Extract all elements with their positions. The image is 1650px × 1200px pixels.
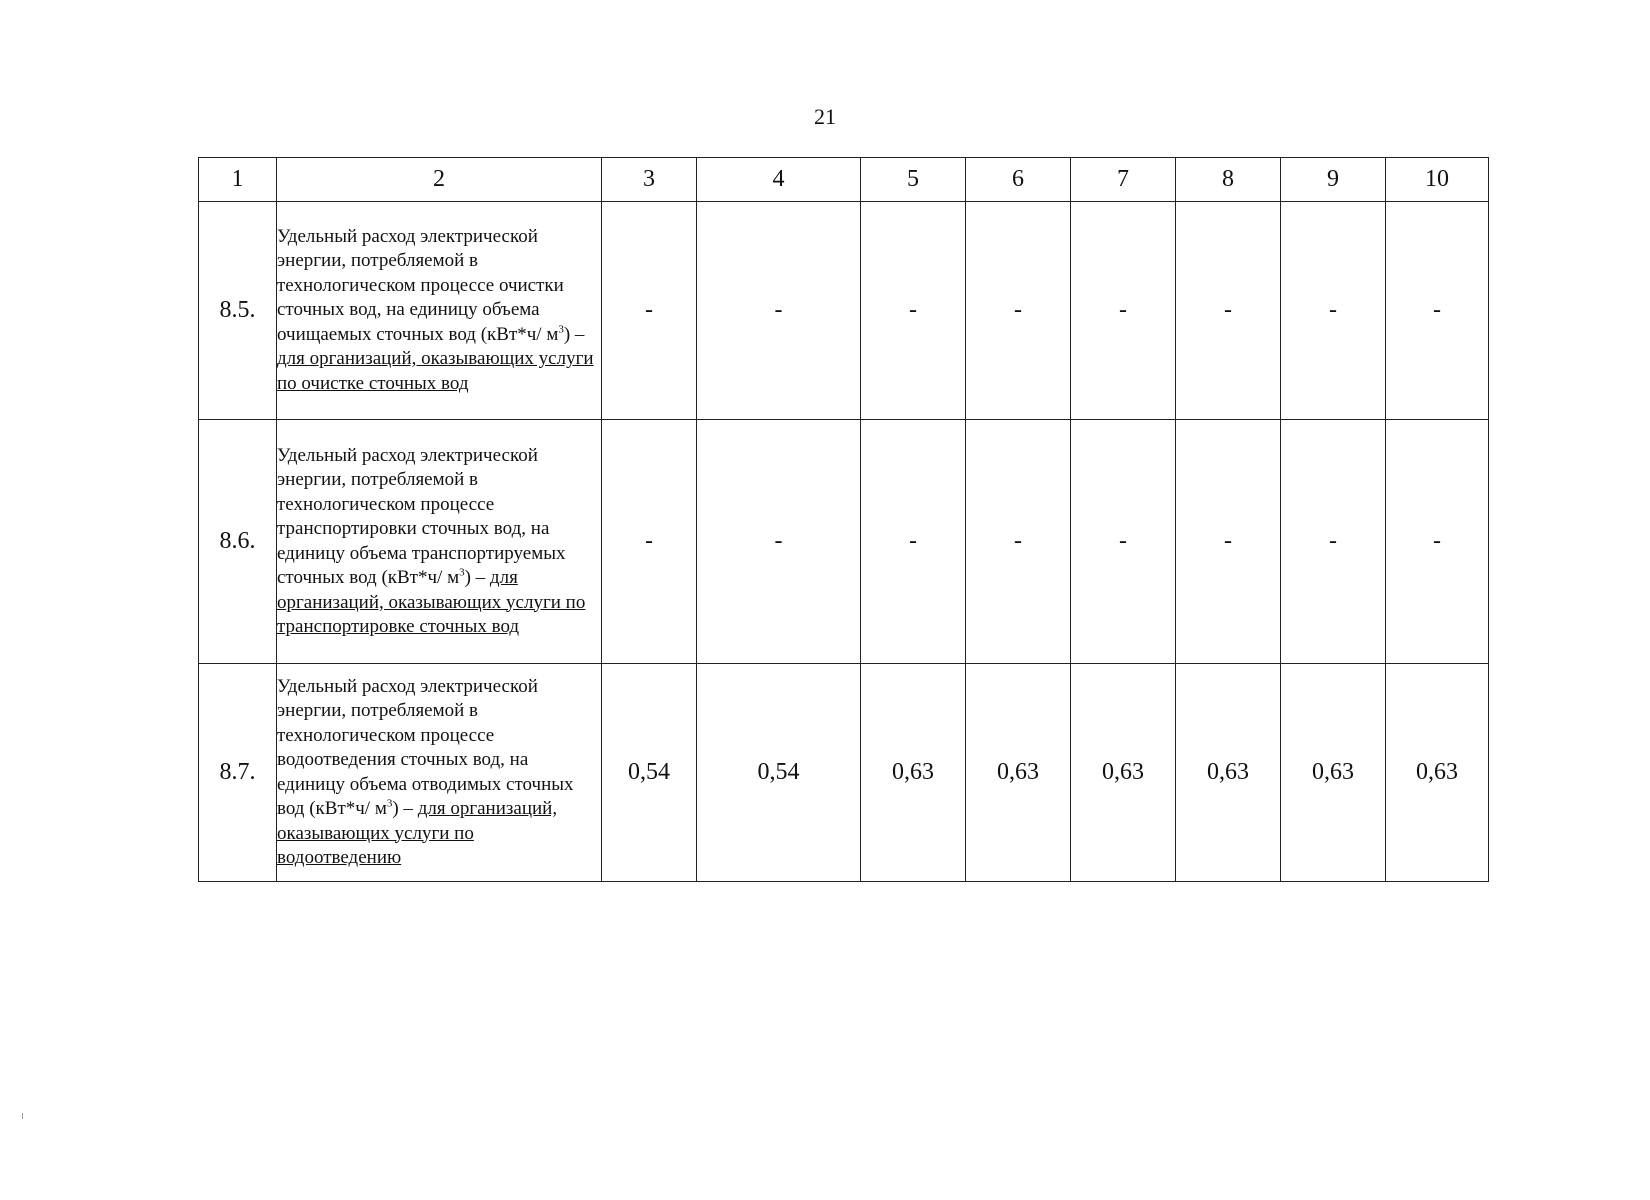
value-cell: - xyxy=(602,420,697,664)
table-row xyxy=(199,420,1489,664)
description-text: Удельный расход электрической энергии, потребляемой в технологическом процессе водоотведения сточных вод, на единицу объема отводимых сточных вод (кВт*ч/ м xyxy=(277,675,574,819)
value-cell: - xyxy=(966,420,1071,664)
superscript: 3 xyxy=(558,323,564,336)
description-text: Удельный расход электрической энергии, потребляемой в технологическом процессе транспортировки сточных вод, на единицу объема транспортируемых сточных вод (кВт*ч/ м xyxy=(277,444,566,588)
value-cell: - xyxy=(1386,202,1489,420)
value-cell: - xyxy=(602,202,697,420)
column-header: 8 xyxy=(1176,158,1281,202)
value-cell: 0,63 xyxy=(1176,664,1281,882)
value-cell: 0,63 xyxy=(1281,664,1386,882)
description-text: ) – xyxy=(392,798,418,819)
value-cell: - xyxy=(861,420,966,664)
description-text: Удельный расход электрической энергии, потребляемой в технологическом процессе очистки сточных вод, на единицу объема очищаемых сточных вод (кВт*ч/ м xyxy=(277,225,564,345)
description-underlined: для организаций, оказывающих услуги по очистке сточных вод xyxy=(277,348,594,394)
row-number: 8.5. xyxy=(199,202,277,420)
column-header: 5 xyxy=(861,158,966,202)
indicator-description xyxy=(277,202,602,420)
value-cell: - xyxy=(697,420,861,664)
indicators-table xyxy=(198,157,1489,882)
value-cell: - xyxy=(861,202,966,420)
value-cell: - xyxy=(1281,202,1386,420)
description-underlined: для организаций, оказывающих услуги по транспортировке сточных вод xyxy=(277,567,586,637)
value-cell: - xyxy=(1281,420,1386,664)
column-header: 4 xyxy=(697,158,861,202)
value-cell: 0,63 xyxy=(1386,664,1489,882)
value-cell: 0,63 xyxy=(966,664,1071,882)
description-underlined: для организаций, оказывающих услуги по водоотведению xyxy=(277,798,558,868)
header-row xyxy=(199,158,1489,202)
table-row xyxy=(199,664,1489,882)
description-text: ) – xyxy=(563,323,585,345)
value-cell: - xyxy=(966,202,1071,420)
value-cell: 0,63 xyxy=(1071,664,1176,882)
column-header: 7 xyxy=(1071,158,1176,202)
value-cell: 0,54 xyxy=(602,664,697,882)
column-header: 1 xyxy=(199,158,277,202)
column-header: 9 xyxy=(1281,158,1386,202)
row-number: 8.6. xyxy=(199,420,277,664)
value-cell: - xyxy=(1386,420,1489,664)
value-cell: 0,54 xyxy=(697,664,861,882)
description-text: ) – xyxy=(464,567,490,588)
superscript: 3 xyxy=(459,566,465,579)
indicator-description xyxy=(277,420,602,664)
value-cell: - xyxy=(1176,420,1281,664)
column-header: 3 xyxy=(602,158,697,202)
indicator-description xyxy=(277,664,602,882)
value-cell: - xyxy=(1071,420,1176,664)
table-row xyxy=(199,202,1489,420)
column-header: 6 xyxy=(966,158,1071,202)
column-header: 10 xyxy=(1386,158,1489,202)
column-header: 2 xyxy=(277,158,602,202)
value-cell: - xyxy=(697,202,861,420)
value-cell: 0,63 xyxy=(861,664,966,882)
value-cell: - xyxy=(1176,202,1281,420)
page-number: 21 xyxy=(814,104,836,129)
scan-artifact xyxy=(22,1113,23,1119)
superscript: 3 xyxy=(386,797,393,810)
value-cell: - xyxy=(1071,202,1176,420)
row-number: 8.7. xyxy=(199,664,277,882)
